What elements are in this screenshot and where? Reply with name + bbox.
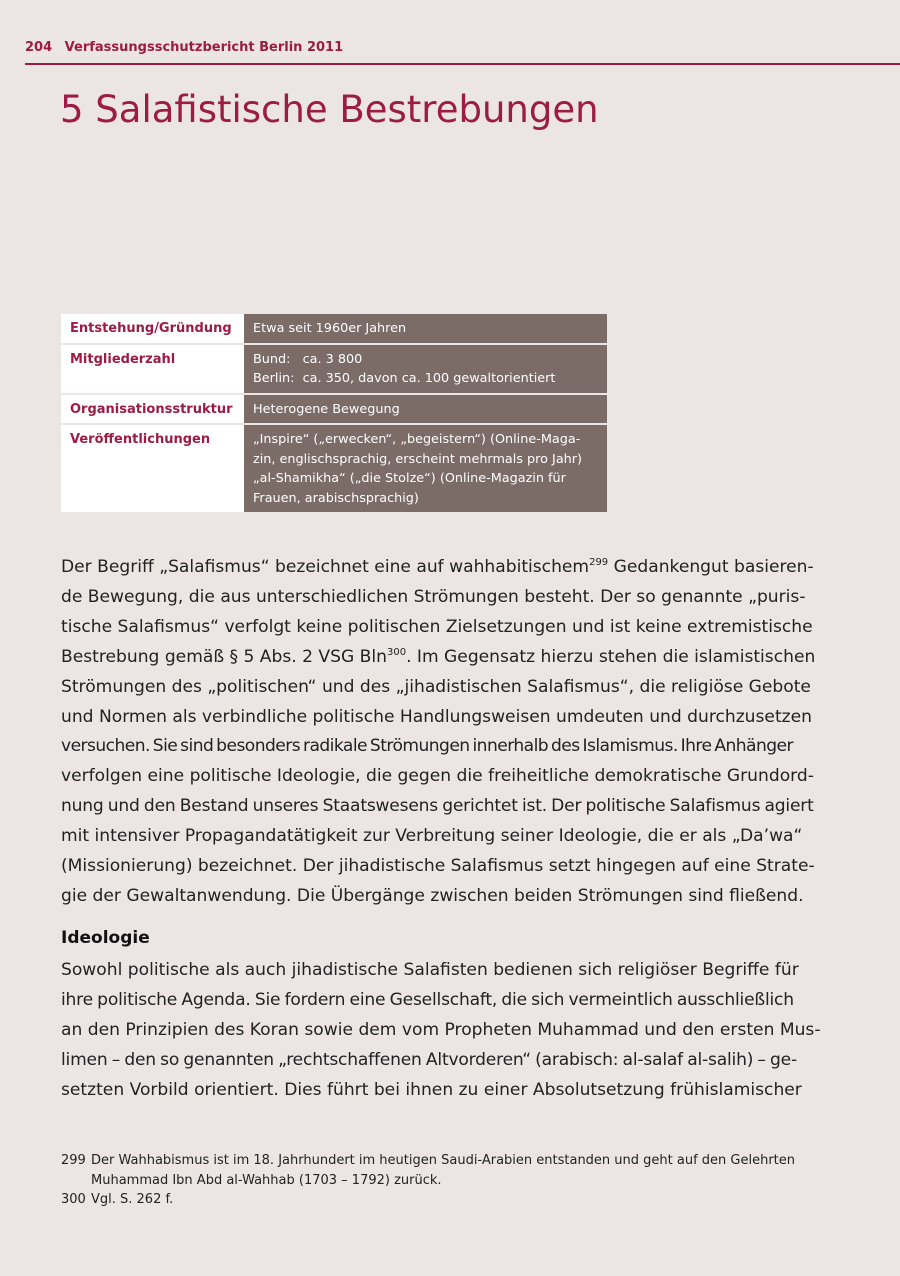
value-line: „al-Shamikha“ („die Stolze“) (Online-Magazin für bbox=[253, 471, 566, 486]
body-paragraph-ideologie bbox=[61, 956, 821, 1106]
text-segment: Der Begriff „Salafismus“ bezeichnet eine auf wahhabitischem bbox=[61, 557, 590, 577]
table-row bbox=[61, 314, 607, 343]
text-line bbox=[61, 643, 816, 673]
text-line: an den Prinzipien des Koran sowie dem vom Propheten Muhammad und den ersten Mus- bbox=[61, 1019, 821, 1040]
value-line: „Inspire“ („erwecken“, „begeistern“) (Online-Maga- bbox=[253, 432, 581, 447]
footnotes bbox=[61, 1151, 801, 1210]
text-line: Sowohl politische als auch jihadistische Salafisten bedienen sich religiöser Begriffe für bbox=[61, 960, 799, 980]
body-paragraph-intro bbox=[61, 553, 816, 912]
text-segment: . Im Gegensatz hierzu stehen die islamistischen bbox=[406, 646, 816, 667]
text-line bbox=[61, 553, 814, 583]
text-line: setzten Vorbild orientiert. Dies führt bei ihnen zu einer Absolutsetzung frühislamischer bbox=[61, 1079, 802, 1100]
row-label-veroeffentlichungen: Veröffentlichungen bbox=[61, 425, 244, 512]
text-line: versuchen. Sie sind besonders radikale Strömungen innerhalb des Islamismus. Ihre Anhänger bbox=[61, 736, 794, 757]
value-line: zin, englischsprachig, erscheint mehrmals pro Jahr) bbox=[253, 451, 583, 467]
value-line: Frauen, arabischsprachig) bbox=[253, 490, 419, 506]
footnote-ref-299: 299 bbox=[589, 557, 609, 568]
text-line: de Bewegung, die aus unterschiedlichen Strömungen besteht. Der so genannte „puris- bbox=[61, 586, 806, 607]
report-title: Verfassungsschutzbericht Berlin 2011 bbox=[64, 40, 344, 55]
row-value-organisationsstruktur bbox=[244, 395, 607, 424]
footnote-ref-300: 300 bbox=[386, 646, 407, 658]
text-line: und Normen als verbindliche politische Handlungsweisen umdeuten und durchzusetzen bbox=[61, 706, 812, 727]
footnote-line: Der Wahhabismus ist im 18. Jahrhundert im heutigen Saudi-Arabien entstanden und geht auf den Gelehrten bbox=[91, 1153, 796, 1168]
table-row bbox=[61, 345, 607, 393]
row-value-veroeffentlichungen bbox=[244, 425, 607, 512]
header-rule bbox=[25, 63, 900, 65]
text-line: Strömungen des „politischen“ und des „jihadistischen Salafismus“, die religiöse Gebote bbox=[61, 676, 811, 697]
value-line: Etwa seit 1960er Jahren bbox=[253, 321, 407, 336]
running-header bbox=[25, 40, 343, 55]
footnote-line: Muhammad Ibn Abd al-Wahhab (1703 – 1792) zurück. bbox=[91, 1172, 442, 1188]
value-line: Heterogene Bewegung bbox=[253, 401, 400, 417]
text-line: ihre politische Agenda. Sie fordern eine Gesellschaft, die sich vermeintlich ausschließlich bbox=[61, 989, 794, 1010]
profile-table bbox=[61, 312, 607, 514]
text-segment: Gedankengut basieren- bbox=[608, 557, 814, 577]
text-line: gie der Gewaltanwendung. Die Übergänge zwischen beiden Strömungen sind fließend. bbox=[61, 885, 804, 906]
page-number: 204 bbox=[25, 40, 53, 55]
text-line: verfolgen eine politische Ideologie, die gegen die freiheitliche demokratische Grundord- bbox=[61, 766, 814, 787]
value-line: Berlin: ca. 350, davon ca. 100 gewaltorientiert bbox=[253, 371, 556, 386]
row-value-entstehung bbox=[244, 314, 607, 343]
value-line: Bund: ca. 3 800 bbox=[253, 351, 363, 367]
footnote-number: 300 bbox=[61, 1192, 86, 1207]
footnote-line: Vgl. S. 262 f. bbox=[91, 1192, 174, 1207]
table-row bbox=[61, 395, 607, 424]
page-title: 5 Salafistische Bestrebungen bbox=[60, 88, 599, 131]
table-row bbox=[61, 425, 607, 512]
row-value-mitgliederzahl bbox=[244, 345, 607, 393]
row-label-entstehung: Entstehung/Gründung bbox=[61, 314, 244, 343]
text-line: mit intensiver Propagandatätigkeit zur Verbreitung seiner Ideologie, die er als „Da’wa“ bbox=[61, 826, 803, 847]
footnote-text bbox=[91, 1151, 795, 1190]
row-label-mitgliederzahl: Mitgliederzahl bbox=[61, 345, 244, 393]
row-label-organisationsstruktur: Organisationsstruktur bbox=[61, 395, 244, 424]
subheading-ideologie: Ideologie bbox=[61, 928, 150, 948]
footnote-299 bbox=[61, 1151, 801, 1190]
footnote-text bbox=[91, 1190, 173, 1210]
text-line: nung und den Bestand unseres Staatswesens gerichtet ist. Der politische Salafismus agiert bbox=[61, 796, 814, 817]
text-line: limen – den so genannten „rechtschaffenen Altvorderen“ (arabisch: al-salaf al-salih) – ge- bbox=[61, 1049, 797, 1070]
text-line: tische Salafismus“ verfolgt keine politischen Zielsetzungen und ist keine extremistische bbox=[61, 616, 813, 637]
footnote-300 bbox=[61, 1190, 801, 1210]
footnote-number: 299 bbox=[61, 1153, 86, 1168]
text-line: (Missionierung) bezeichnet. Der jihadistische Salafismus setzt hingegen auf eine Strate- bbox=[61, 856, 815, 877]
text-segment: Bestrebung gemäß § 5 Abs. 2 VSG Bln bbox=[61, 646, 387, 667]
